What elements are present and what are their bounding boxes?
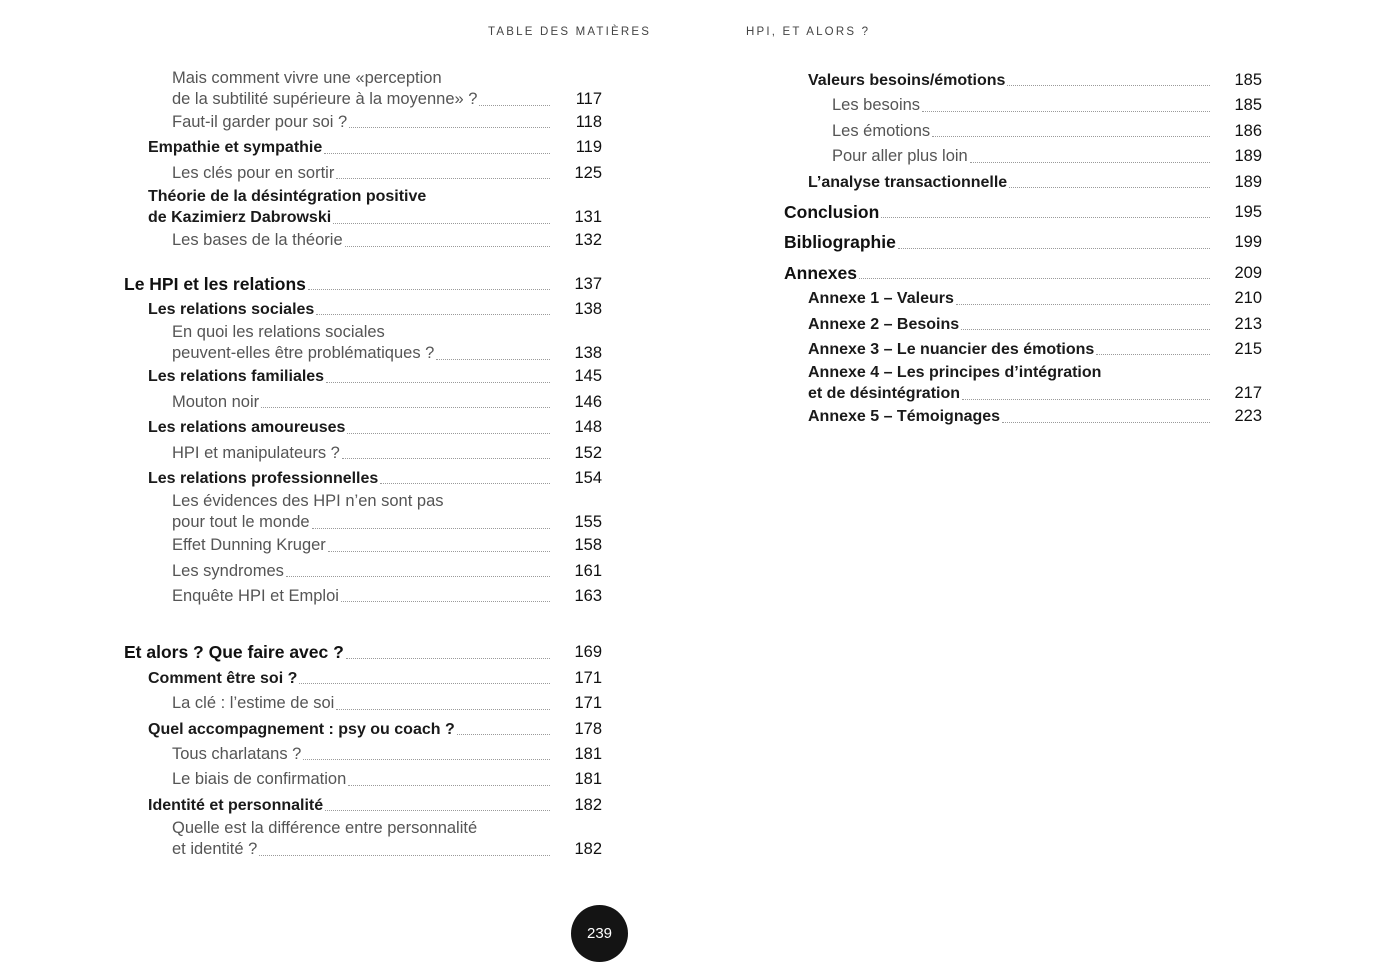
toc-entry-title: Les émotions xyxy=(832,121,931,140)
toc-entry-title: Le HPI et les relations xyxy=(124,273,306,294)
toc-entry-row xyxy=(808,404,1262,429)
page-number-badge: 239 xyxy=(571,905,628,962)
toc-entry-page: 182 xyxy=(574,795,602,814)
toc-entry-page: 215 xyxy=(1234,339,1262,358)
toc-entry-page: 152 xyxy=(574,443,602,462)
toc-entry xyxy=(784,261,1262,286)
toc-entry xyxy=(124,584,602,609)
toc-column-right xyxy=(784,68,1262,430)
toc-entry-row xyxy=(808,312,1262,337)
toc-entry xyxy=(124,110,602,135)
dot-leader xyxy=(922,111,1210,112)
toc-entry-page: 185 xyxy=(1234,70,1262,89)
toc-entry xyxy=(124,390,602,415)
dot-leader xyxy=(932,136,1210,137)
toc-entry-page: 185 xyxy=(1234,96,1262,115)
toc-entry xyxy=(124,272,602,297)
toc-entry-page: 158 xyxy=(574,536,602,555)
toc-entry-page: 195 xyxy=(1234,202,1262,221)
toc-entry-row xyxy=(148,415,602,440)
dot-leader xyxy=(457,734,550,735)
toc-entry xyxy=(124,297,602,322)
toc-entry-page: 189 xyxy=(1234,172,1262,191)
toc-entry-row xyxy=(148,793,602,818)
dot-leader xyxy=(436,359,550,360)
toc-entry-title: HPI et manipulateurs ? xyxy=(172,443,340,462)
toc-entry-page: 125 xyxy=(574,163,602,182)
toc-entry-title: Quel accompagnement : psy ou coach ? xyxy=(148,720,455,738)
toc-entry-row xyxy=(172,110,602,135)
toc-entry-page: 145 xyxy=(574,367,602,386)
toc-entry xyxy=(784,170,1262,195)
toc-entry xyxy=(124,491,602,533)
toc-entry-page: 161 xyxy=(574,561,602,580)
toc-entry-page: 155 xyxy=(574,513,602,532)
toc-entry-title: Et alors ? Que faire avec ? xyxy=(124,642,344,663)
toc-entry-page: 182 xyxy=(574,840,602,859)
toc-column-left xyxy=(124,68,602,860)
toc-entry-page: 148 xyxy=(574,418,602,437)
toc-entry-title: Les relations familiales xyxy=(148,368,325,386)
toc-entry-row xyxy=(172,533,602,558)
toc-entry xyxy=(124,742,602,767)
toc-entry xyxy=(784,144,1262,169)
dot-leader xyxy=(259,855,550,856)
toc-entry-page: 209 xyxy=(1234,263,1262,282)
toc-entry-title: Annexe 5 – Témoignages xyxy=(808,408,1001,426)
toc-entry-row xyxy=(832,144,1262,169)
toc-entry xyxy=(124,161,602,186)
dot-leader xyxy=(1096,354,1210,355)
toc-entry-title: Les clés pour en sortir xyxy=(172,163,335,182)
toc-entry xyxy=(124,767,602,792)
dot-leader xyxy=(859,278,1210,279)
toc-entry-title: Les besoins xyxy=(832,96,921,115)
toc-entry xyxy=(784,200,1262,225)
toc-entry xyxy=(124,691,602,716)
toc-entry-page: 138 xyxy=(574,299,602,318)
toc-entry-title-line: Théorie de la désintégration positive xyxy=(148,188,427,206)
toc-entry xyxy=(124,441,602,466)
toc-entry xyxy=(784,337,1262,362)
dot-leader xyxy=(1009,187,1210,188)
toc-entry-title: Mouton noir xyxy=(172,392,260,411)
toc-entry-title: Conclusion xyxy=(784,201,880,222)
toc-entry-row xyxy=(172,441,602,466)
toc-entry-row xyxy=(172,89,602,110)
toc-entry xyxy=(784,93,1262,118)
toc-entry-title: Annexe 1 – Valeurs xyxy=(808,290,954,308)
toc-entry-row xyxy=(124,640,602,665)
toc-entry xyxy=(124,559,602,584)
toc-entry-title: pour tout le monde xyxy=(172,513,310,532)
toc-entry-row xyxy=(172,512,602,533)
toc-entry-page: 181 xyxy=(574,770,602,789)
toc-entry xyxy=(124,228,602,253)
toc-entry-page: 169 xyxy=(574,643,602,662)
dot-leader xyxy=(347,433,550,434)
toc-entry-title: Le biais de confirmation xyxy=(172,770,347,789)
toc-entry xyxy=(124,415,602,440)
toc-entry-row xyxy=(148,297,602,322)
toc-entry-title: Effet Dunning Kruger xyxy=(172,536,326,555)
toc-entry-row xyxy=(784,200,1262,225)
toc-entry xyxy=(784,286,1262,311)
toc-entry-page: 117 xyxy=(575,90,602,108)
toc-entry-page: 186 xyxy=(1234,121,1262,140)
toc-entry-row xyxy=(148,207,602,228)
toc-entry-title: Les relations professionnelles xyxy=(148,469,379,487)
dot-leader xyxy=(312,528,550,529)
toc-entry-page: 217 xyxy=(1234,384,1262,403)
toc-entry-title: Les syndromes xyxy=(172,561,284,580)
dot-leader xyxy=(328,551,550,552)
toc-spacer xyxy=(124,254,602,272)
toc-entry-title: Enquête HPI et Emploi xyxy=(172,587,339,606)
toc-entry-row xyxy=(808,337,1262,362)
toc-entry xyxy=(124,135,602,160)
toc-entry xyxy=(784,312,1262,337)
toc-entry-page: 189 xyxy=(1234,147,1262,166)
toc-entry xyxy=(124,186,602,228)
toc-entry-row xyxy=(172,161,602,186)
toc-entry-page: 131 xyxy=(574,208,602,227)
dot-leader xyxy=(341,601,550,602)
toc-spacer xyxy=(124,609,602,640)
toc-entry xyxy=(124,466,602,491)
toc-entry-title: et de désintégration xyxy=(808,385,961,403)
toc-entry xyxy=(124,533,602,558)
toc-entry xyxy=(124,818,602,860)
toc-entry-page: 138 xyxy=(574,344,602,363)
toc-entry-row xyxy=(172,839,602,860)
toc-entry-title: Bibliographie xyxy=(784,232,896,253)
dot-leader xyxy=(479,105,550,106)
running-head-left: TABLE DES MATIÈRES xyxy=(488,26,652,38)
toc-entry xyxy=(124,640,602,665)
toc-entry-row xyxy=(808,170,1262,195)
toc-entry-title: de Kazimierz Dabrowski xyxy=(148,209,332,227)
toc-entry-page: 119 xyxy=(575,138,602,157)
toc-entry-row xyxy=(172,228,602,253)
toc-entry-row xyxy=(808,286,1262,311)
toc-entry-page: 154 xyxy=(574,468,602,487)
toc-entry-title: Faut-il garder pour soi ? xyxy=(172,112,348,131)
toc-entry xyxy=(124,793,602,818)
toc-entry-title-line: Annexe 4 – Les principes d’intégration xyxy=(808,364,1102,382)
dot-leader xyxy=(324,153,550,154)
toc-entry xyxy=(124,364,602,389)
toc-entry-title: Annexe 2 – Besoins xyxy=(808,315,960,333)
toc-entry-row xyxy=(148,466,602,491)
toc-entry-title: et identité ? xyxy=(172,840,258,859)
toc-entry-row xyxy=(784,230,1262,255)
dot-leader xyxy=(303,759,550,760)
toc-entry-page: 181 xyxy=(574,745,602,764)
dot-leader xyxy=(326,382,550,383)
toc-entry-title: Comment être soi ? xyxy=(148,669,298,687)
toc-entry-page: 137 xyxy=(574,274,602,293)
toc-entry-page: 171 xyxy=(574,668,602,687)
toc-entry-page: 210 xyxy=(1234,289,1262,308)
toc-entry-row xyxy=(172,691,602,716)
dot-leader xyxy=(349,127,550,128)
dot-leader xyxy=(308,289,550,290)
dot-leader xyxy=(956,304,1210,305)
toc-entry xyxy=(784,230,1262,255)
toc-entry-title: de la subtilité supérieure à la moyenne» ? xyxy=(172,90,478,108)
toc-entry-title-line: En quoi les relations sociales xyxy=(172,323,385,342)
toc-entry-page: 146 xyxy=(574,392,602,411)
toc-entry-page: 199 xyxy=(1234,233,1262,252)
toc-entry-title: peuvent-elles être problématiques ? xyxy=(172,344,435,363)
toc-entry xyxy=(784,68,1262,93)
toc-entry xyxy=(124,666,602,691)
toc-entry-row xyxy=(172,390,602,415)
toc-entry-row xyxy=(148,364,602,389)
toc-entry-page: 213 xyxy=(1234,314,1262,333)
dot-leader xyxy=(380,483,550,484)
toc-entry-row xyxy=(808,383,1262,404)
toc-entry-title: Empathie et sympathie xyxy=(148,139,323,157)
toc-entry-page: 163 xyxy=(574,587,602,606)
toc-entry xyxy=(124,322,602,364)
toc-entry-page: 178 xyxy=(574,719,602,738)
toc-entry-title: Les relations amoureuses xyxy=(148,419,346,437)
toc-entry-row xyxy=(172,767,602,792)
toc-entry-row xyxy=(124,272,602,297)
toc-entry-row xyxy=(808,68,1262,93)
dot-leader xyxy=(336,178,550,179)
toc-entry-title: Annexe 3 – Le nuancier des émotions xyxy=(808,340,1095,358)
toc-entry-title: La clé : l’estime de soi xyxy=(172,694,335,713)
toc-entry-title-line: Quelle est la différence entre personnalité xyxy=(172,819,478,838)
dot-leader xyxy=(325,810,550,811)
toc-entry-title: Annexes xyxy=(784,262,857,283)
toc-entry-page: 132 xyxy=(574,231,602,250)
dot-leader xyxy=(898,248,1210,249)
dot-leader xyxy=(261,407,550,408)
dot-leader xyxy=(316,314,550,315)
dot-leader xyxy=(881,217,1210,218)
toc-entry-title: Valeurs besoins/émotions xyxy=(808,71,1006,89)
toc-entry-page: 171 xyxy=(574,694,602,713)
toc-entry-title: Les bases de la théorie xyxy=(172,231,343,250)
toc-entry-title: Identité et personnalité xyxy=(148,796,324,814)
toc-entry-title: Tous charlatans ? xyxy=(172,745,302,764)
toc-entry-row xyxy=(148,717,602,742)
dot-leader xyxy=(961,329,1210,330)
dot-leader xyxy=(1007,85,1210,86)
toc-entry-title-line: Les évidences des HPI n’en sont pas xyxy=(172,492,444,511)
dot-leader xyxy=(345,246,550,247)
toc-entry-row xyxy=(172,742,602,767)
toc-entry-row xyxy=(148,666,602,691)
toc-entry-title: Les relations sociales xyxy=(148,300,315,318)
toc-entry xyxy=(124,717,602,742)
toc-entry-page: 118 xyxy=(575,112,602,131)
toc-entry-title-line: Mais comment vivre une «perception xyxy=(172,69,442,87)
dot-leader xyxy=(962,399,1210,400)
toc-entry-page: 223 xyxy=(1234,407,1262,426)
dot-leader xyxy=(970,162,1210,163)
toc-entry xyxy=(784,362,1262,404)
toc-entry-row xyxy=(832,119,1262,144)
dot-leader xyxy=(346,658,550,659)
dot-leader xyxy=(348,785,550,786)
toc-entry-row xyxy=(172,559,602,584)
toc-entry-row xyxy=(172,584,602,609)
dot-leader xyxy=(286,576,550,577)
toc-entry-row xyxy=(172,343,602,364)
dot-leader xyxy=(342,458,550,459)
dot-leader xyxy=(299,683,550,684)
dot-leader xyxy=(1002,422,1210,423)
toc-entry xyxy=(784,119,1262,144)
running-head-right: HPI, ET ALORS ? xyxy=(746,26,871,38)
toc-entry-title: L’analyse transactionnelle xyxy=(808,173,1008,191)
toc-entry xyxy=(784,404,1262,429)
toc-entry-title: Pour aller plus loin xyxy=(832,147,968,166)
toc-entry-row xyxy=(784,261,1262,286)
toc-entry-row xyxy=(832,93,1262,118)
toc-entry xyxy=(124,68,602,110)
dot-leader xyxy=(333,223,550,224)
toc-entry-row xyxy=(148,135,602,160)
dot-leader xyxy=(336,709,550,710)
